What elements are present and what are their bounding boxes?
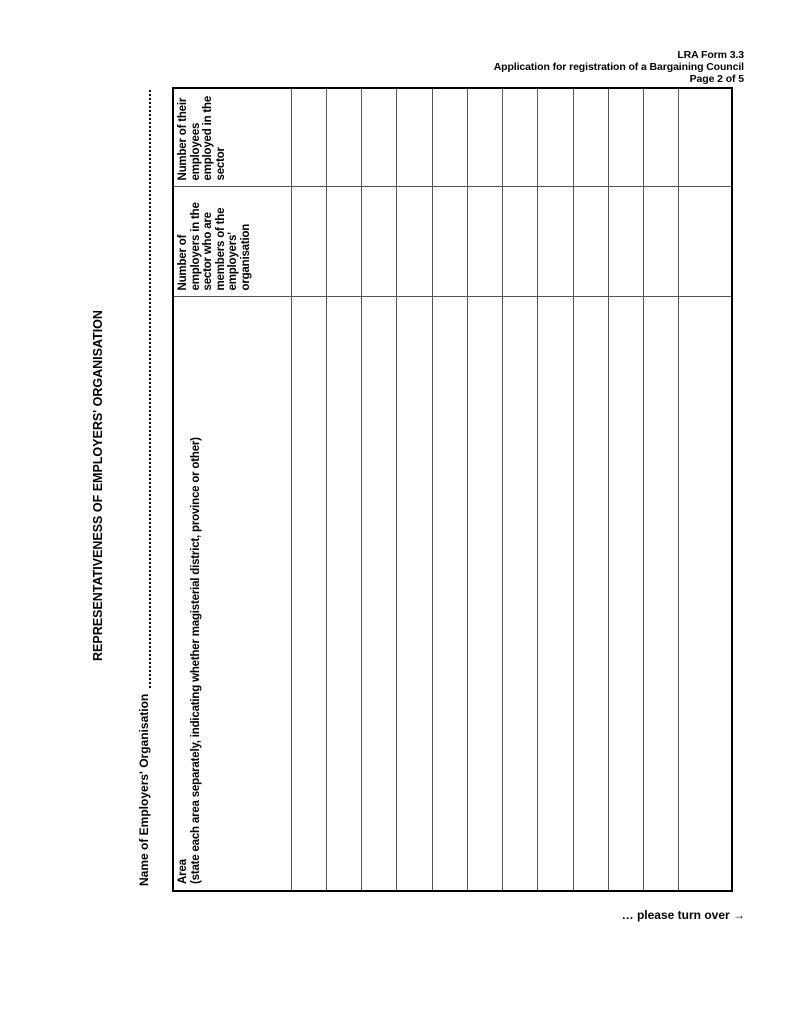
employees-cell[interactable]: [326, 88, 361, 187]
table-row: [644, 88, 679, 891]
table-row: [608, 88, 643, 891]
area-cell[interactable]: [679, 297, 732, 891]
employees-cell[interactable]: [608, 88, 643, 187]
employees-cell[interactable]: [467, 88, 502, 187]
employees-cell[interactable]: [573, 88, 608, 187]
page-number: Page 2 of 5: [689, 73, 744, 85]
table-row: [326, 88, 361, 891]
form-number: LRA Form 3.3: [677, 49, 744, 61]
employers-cell[interactable]: [679, 187, 732, 297]
area-cell[interactable]: [362, 297, 397, 891]
employers-cell[interactable]: [291, 187, 326, 297]
table-row: [538, 88, 573, 891]
table-row: [362, 88, 397, 891]
employees-cell[interactable]: [397, 88, 432, 187]
employers-cell[interactable]: [538, 187, 573, 297]
organisation-name-field[interactable]: [139, 90, 151, 688]
employers-cell[interactable]: [644, 187, 679, 297]
organisation-name-label: Name of Employers' Organisation: [137, 693, 151, 886]
area-cell[interactable]: [538, 297, 573, 891]
employers-cell[interactable]: [608, 187, 643, 297]
employers-cell[interactable]: [467, 187, 502, 297]
table-row: [503, 88, 538, 891]
employers-cell[interactable]: [573, 187, 608, 297]
employees-cell[interactable]: [432, 88, 467, 187]
form-header: [494, 49, 744, 85]
area-cell[interactable]: [467, 297, 502, 891]
representativeness-table: [172, 89, 733, 892]
column-header-employers: Number of employers in the sector who are members of the employers' organisation: [173, 187, 291, 297]
table-row: [467, 88, 502, 891]
employees-cell[interactable]: [291, 88, 326, 187]
employees-cell[interactable]: [362, 88, 397, 187]
area-cell[interactable]: [503, 297, 538, 891]
table-row: [573, 88, 608, 891]
column-header-employees: Number of their employees employed in the sector: [173, 88, 291, 187]
table-row: [291, 88, 326, 891]
employers-cell[interactable]: [503, 187, 538, 297]
area-cell[interactable]: [644, 297, 679, 891]
page-title: REPRESENTATIVENESS OF EMPLOYERS' ORGANISATION: [91, 310, 105, 661]
organisation-name-line: [137, 90, 151, 886]
employers-cell[interactable]: [432, 187, 467, 297]
area-cell[interactable]: [326, 297, 361, 891]
table-row: [679, 88, 732, 891]
turn-over-note: … please turn over →: [621, 908, 745, 922]
area-cell[interactable]: [608, 297, 643, 891]
employers-cell[interactable]: [362, 187, 397, 297]
employers-cell[interactable]: [397, 187, 432, 297]
column-area-label: Area: [177, 859, 189, 884]
table-header-row: [173, 88, 291, 891]
form-title: Application for registration of a Bargaining Council: [493, 61, 744, 73]
column-area-note: (state each area separately, indicating whether magisterial district, province or other): [189, 437, 202, 884]
table-row: [432, 88, 467, 891]
area-cell[interactable]: [432, 297, 467, 891]
area-cell[interactable]: [397, 297, 432, 891]
area-cell[interactable]: [573, 297, 608, 891]
employees-cell[interactable]: [644, 88, 679, 187]
table-row: [397, 88, 432, 891]
employees-cell[interactable]: [679, 88, 732, 187]
employees-cell[interactable]: [538, 88, 573, 187]
column-header-area: [173, 297, 291, 891]
employers-cell[interactable]: [326, 187, 361, 297]
employees-cell[interactable]: [503, 88, 538, 187]
area-cell[interactable]: [291, 297, 326, 891]
